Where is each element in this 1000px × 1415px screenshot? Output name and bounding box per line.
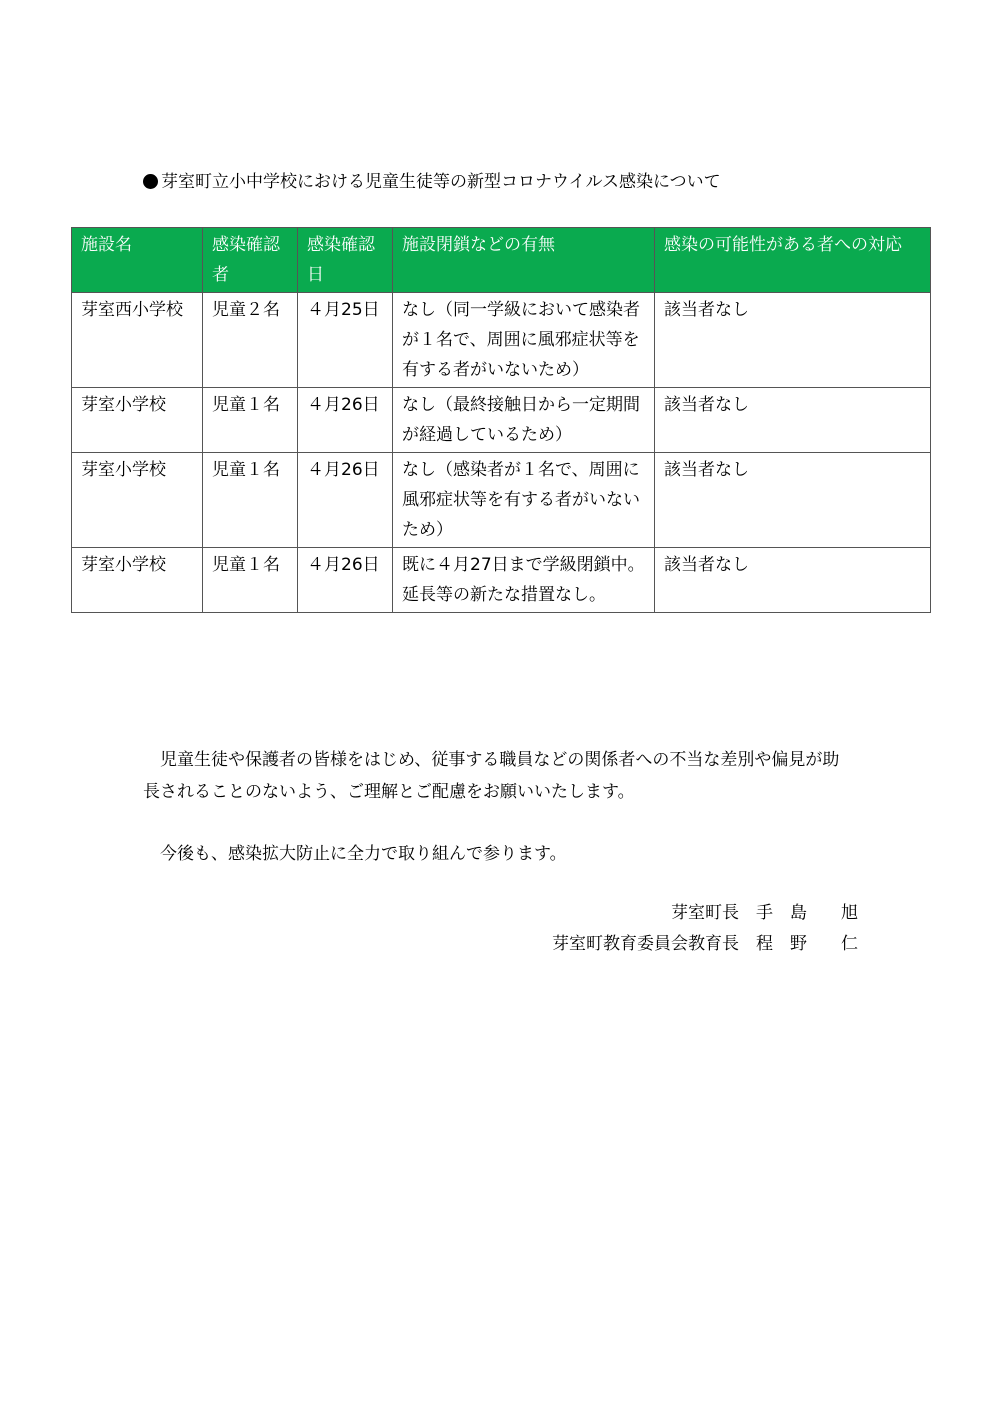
cell-confirmed-date: ４月25日 [298,293,393,388]
header-confirmed-person: 感染確認者 [203,228,298,293]
cell-facility: 芽室小学校 [72,453,203,548]
heading-text: 芽室町立小中学校における児童生徒等の新型コロナウイルス感染について [161,172,721,192]
cell-facility: 芽室小学校 [72,548,203,613]
header-closure: 施設閉鎖などの有無 [393,228,655,293]
cell-confirmed-person: 児童１名 [203,453,298,548]
cell-confirmed-person: 児童２名 [203,293,298,388]
document-heading [143,170,721,194]
cell-closure: なし（感染者が１名で、周囲に風邪症状等を有する者がいないため） [393,453,655,548]
table-header-row [72,228,931,293]
cell-confirmed-person: 児童１名 [203,388,298,453]
closing-paragraph [143,838,863,870]
table-row [72,548,931,613]
cell-confirmed-date: ４月26日 [298,548,393,613]
header-confirmed-date: 感染確認日 [298,228,393,293]
cell-response: 該当者なし [655,293,931,388]
closing-line: 今後も、感染拡大防止に全力で取り組んで参ります。 [160,844,567,864]
cell-closure: なし（最終接触日から一定期間が経過しているため） [393,388,655,453]
cell-closure: 既に４月27日まで学級閉鎖中。延長等の新たな措置なし。 [393,548,655,613]
header-response: 感染の可能性がある者への対応 [655,228,931,293]
cell-confirmed-person: 児童１名 [203,548,298,613]
cell-confirmed-date: ４月26日 [298,453,393,548]
notice-paragraph [143,744,863,808]
table-row [72,293,931,388]
infection-table [71,227,931,613]
signature-superintendent: 芽室町教育委員会教育長 程 野 仁 [552,934,858,954]
cell-response: 該当者なし [655,453,931,548]
header-facility: 施設名 [72,228,203,293]
table-row [72,453,931,548]
cell-response: 該当者なし [655,388,931,453]
notice-line-1: 児童生徒や保護者の皆様をはじめ、従事する職員などの関係者への不当な差別や偏見が助 [160,750,840,770]
notice-line-2: 長されることのないよう、ご理解とご配慮をお願いいたします。 [143,782,635,802]
cell-facility: 芽室西小学校 [72,293,203,388]
cell-confirmed-date: ４月26日 [298,388,393,453]
cell-facility: 芽室小学校 [72,388,203,453]
signature-mayor: 芽室町長 手 島 旭 [671,903,858,923]
bullet-icon [143,174,158,189]
table-row [72,388,931,453]
cell-response: 該当者なし [655,548,931,613]
cell-closure: なし（同一学級において感染者が１名で、周囲に風邪症状等を有する者がいないため） [393,293,655,388]
